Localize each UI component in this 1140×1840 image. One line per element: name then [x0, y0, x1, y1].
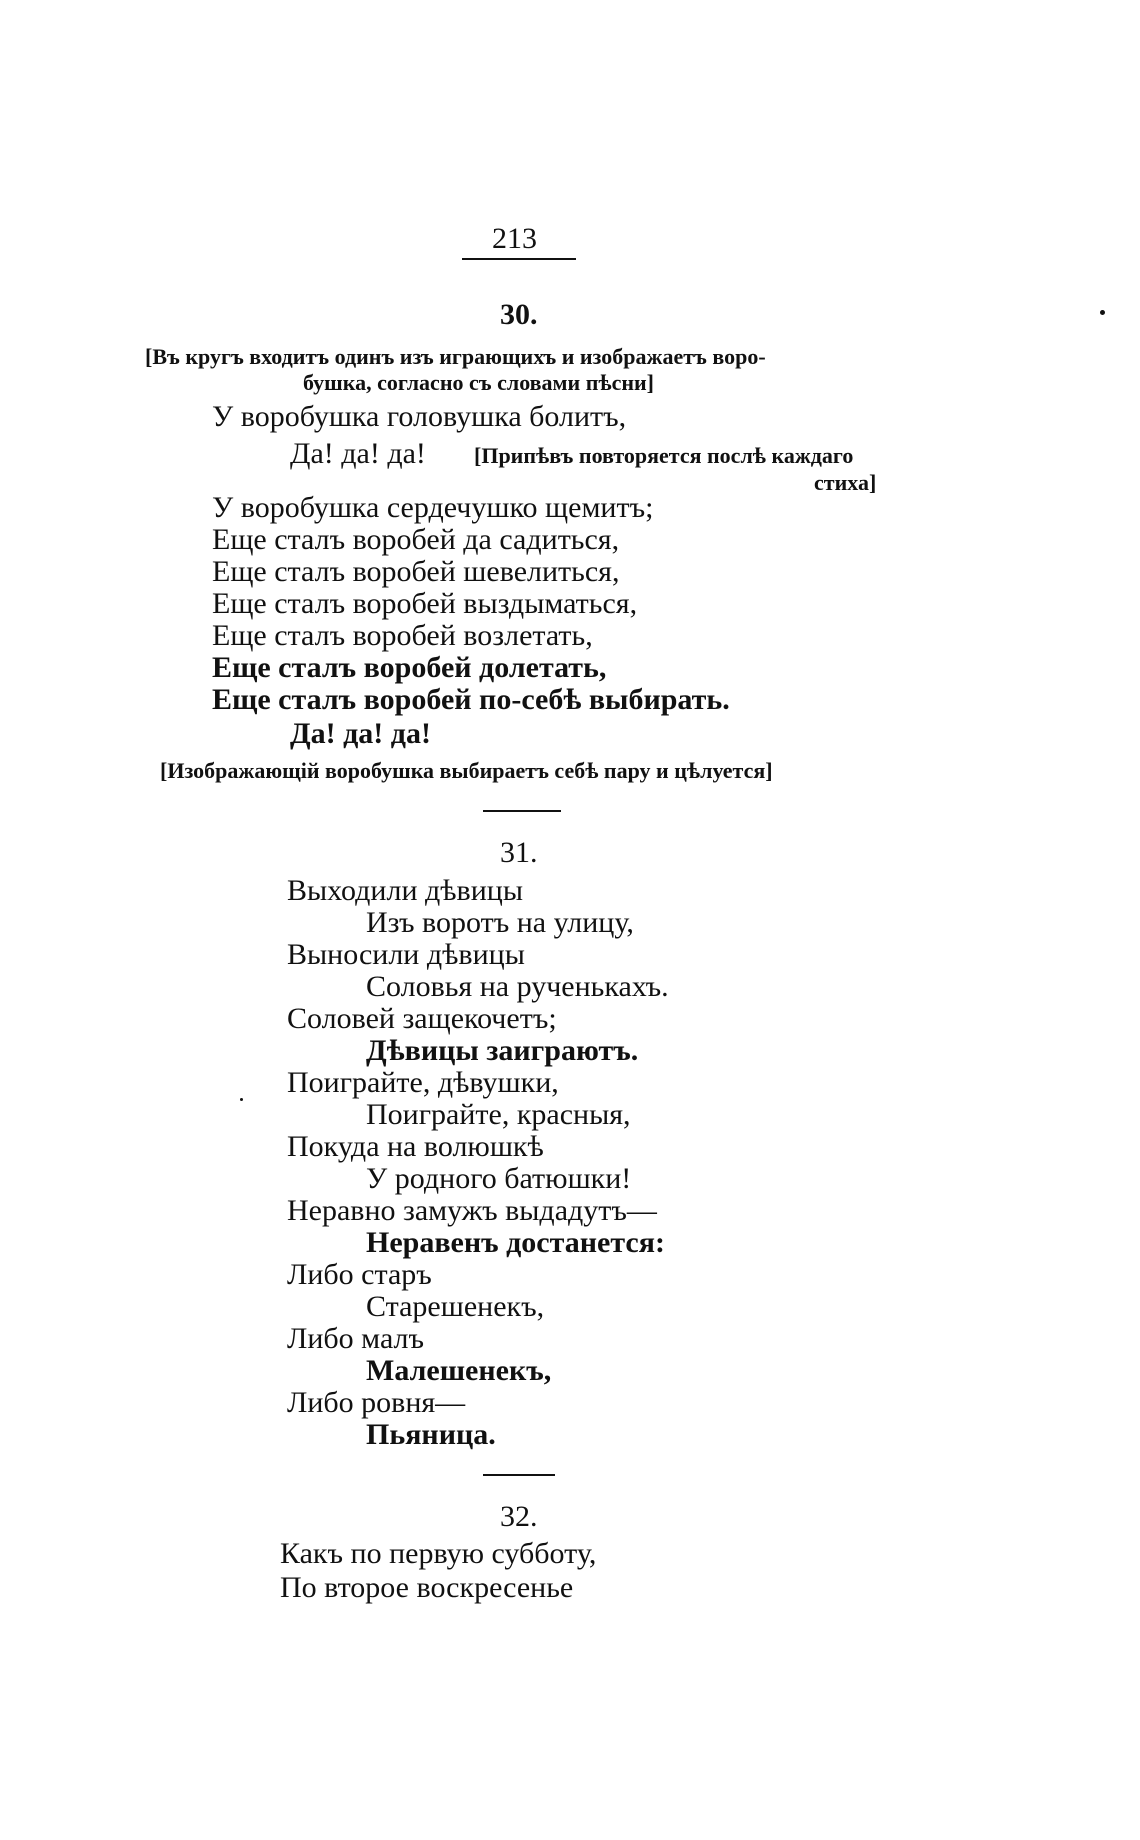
section-31-verse-line: Либо ровня—: [287, 1386, 466, 1419]
section-30-refrain: Да! да! да!: [290, 437, 426, 470]
section-31-verse-line: Либо старъ: [287, 1258, 432, 1291]
section-32-verse-line: Какъ по первую субботу,: [280, 1537, 597, 1570]
section-31-verse-line: Неравно замужъ выдадутъ—: [287, 1194, 657, 1227]
section-30-refrain-end: Да! да! да!: [290, 717, 431, 750]
section-31-verse-line: Соловья на рученькахъ.: [366, 970, 669, 1003]
section-31-verse-line: Пьяница.: [366, 1418, 496, 1451]
section-31-verse-line: Поиграйте, красныя,: [366, 1098, 631, 1131]
section-31-verse-line: Соловей защекочетъ;: [287, 1002, 557, 1035]
section-31-verse-line: Неравенъ достанется:: [366, 1226, 665, 1259]
section-30-stage-direction-line1: [Въ кругъ входитъ одинъ изъ играющихъ и изображаетъ воро-: [145, 344, 766, 369]
section-31-verse-line: Поиграйте, дѣвушки,: [287, 1066, 559, 1099]
section-31-verse-line: Дѣвицы заиграютъ.: [366, 1034, 639, 1067]
section-30-verse-line: Еще сталъ воробей по-себѣ выбирать.: [212, 683, 730, 716]
section-30-verse-line: Еще сталъ воробей шевелиться,: [212, 555, 620, 588]
page-number-underline: [462, 258, 576, 260]
page-number: 213: [492, 222, 537, 255]
section-divider: [483, 810, 561, 812]
section-30-refrain-note-line1: [Припѣвъ повторяется послѣ каждаго: [474, 443, 854, 468]
section-32-number: 32.: [500, 1500, 538, 1533]
section-31-verse-line: Покуда на волюшкѣ: [287, 1130, 544, 1163]
section-31-verse-line: Старешенекъ,: [366, 1290, 545, 1323]
section-30-verse-line: У воробушка сердечушко щемитъ;: [212, 491, 654, 524]
section-30-stage-direction-line2: бушка, согласно съ словами пѣсни]: [303, 370, 655, 395]
section-30-verse-line: У воробушка головушка болитъ,: [212, 400, 627, 433]
section-30-verse-line: Еще сталъ воробей да садиться,: [212, 523, 620, 556]
section-divider: [483, 1474, 555, 1476]
section-30-closing-stage-direction: [Изображающій воробушка выбираетъ себѣ пару и цѣлуется]: [160, 758, 773, 783]
section-31-verse-line: Либо малъ: [287, 1322, 425, 1355]
section-30-verse-line: Еще сталъ воробей возлетать,: [212, 619, 593, 652]
section-30-number: 30.: [500, 298, 538, 331]
section-31-verse-line: Выносили дѣвицы: [287, 938, 525, 971]
section-30-refrain-note-line2: стиха]: [814, 470, 877, 495]
section-31-verse-line: Изъ воротъ на улицу,: [366, 906, 634, 939]
section-32-verse-line: По второе воскресенье: [280, 1571, 574, 1604]
section-30-verse-line: Еще сталъ воробей долетать,: [212, 651, 607, 684]
section-31-number: 31.: [500, 836, 538, 869]
section-31-verse-line: У родного батюшки!: [366, 1162, 632, 1195]
scan-speck: [240, 1098, 243, 1101]
scan-speck: [1100, 310, 1105, 315]
section-30-verse-line: Еще сталъ воробей выздыматься,: [212, 587, 638, 620]
section-31-verse-line: Выходили дѣвицы: [287, 874, 523, 907]
section-31-verse-line: Малешенекъ,: [366, 1354, 552, 1387]
